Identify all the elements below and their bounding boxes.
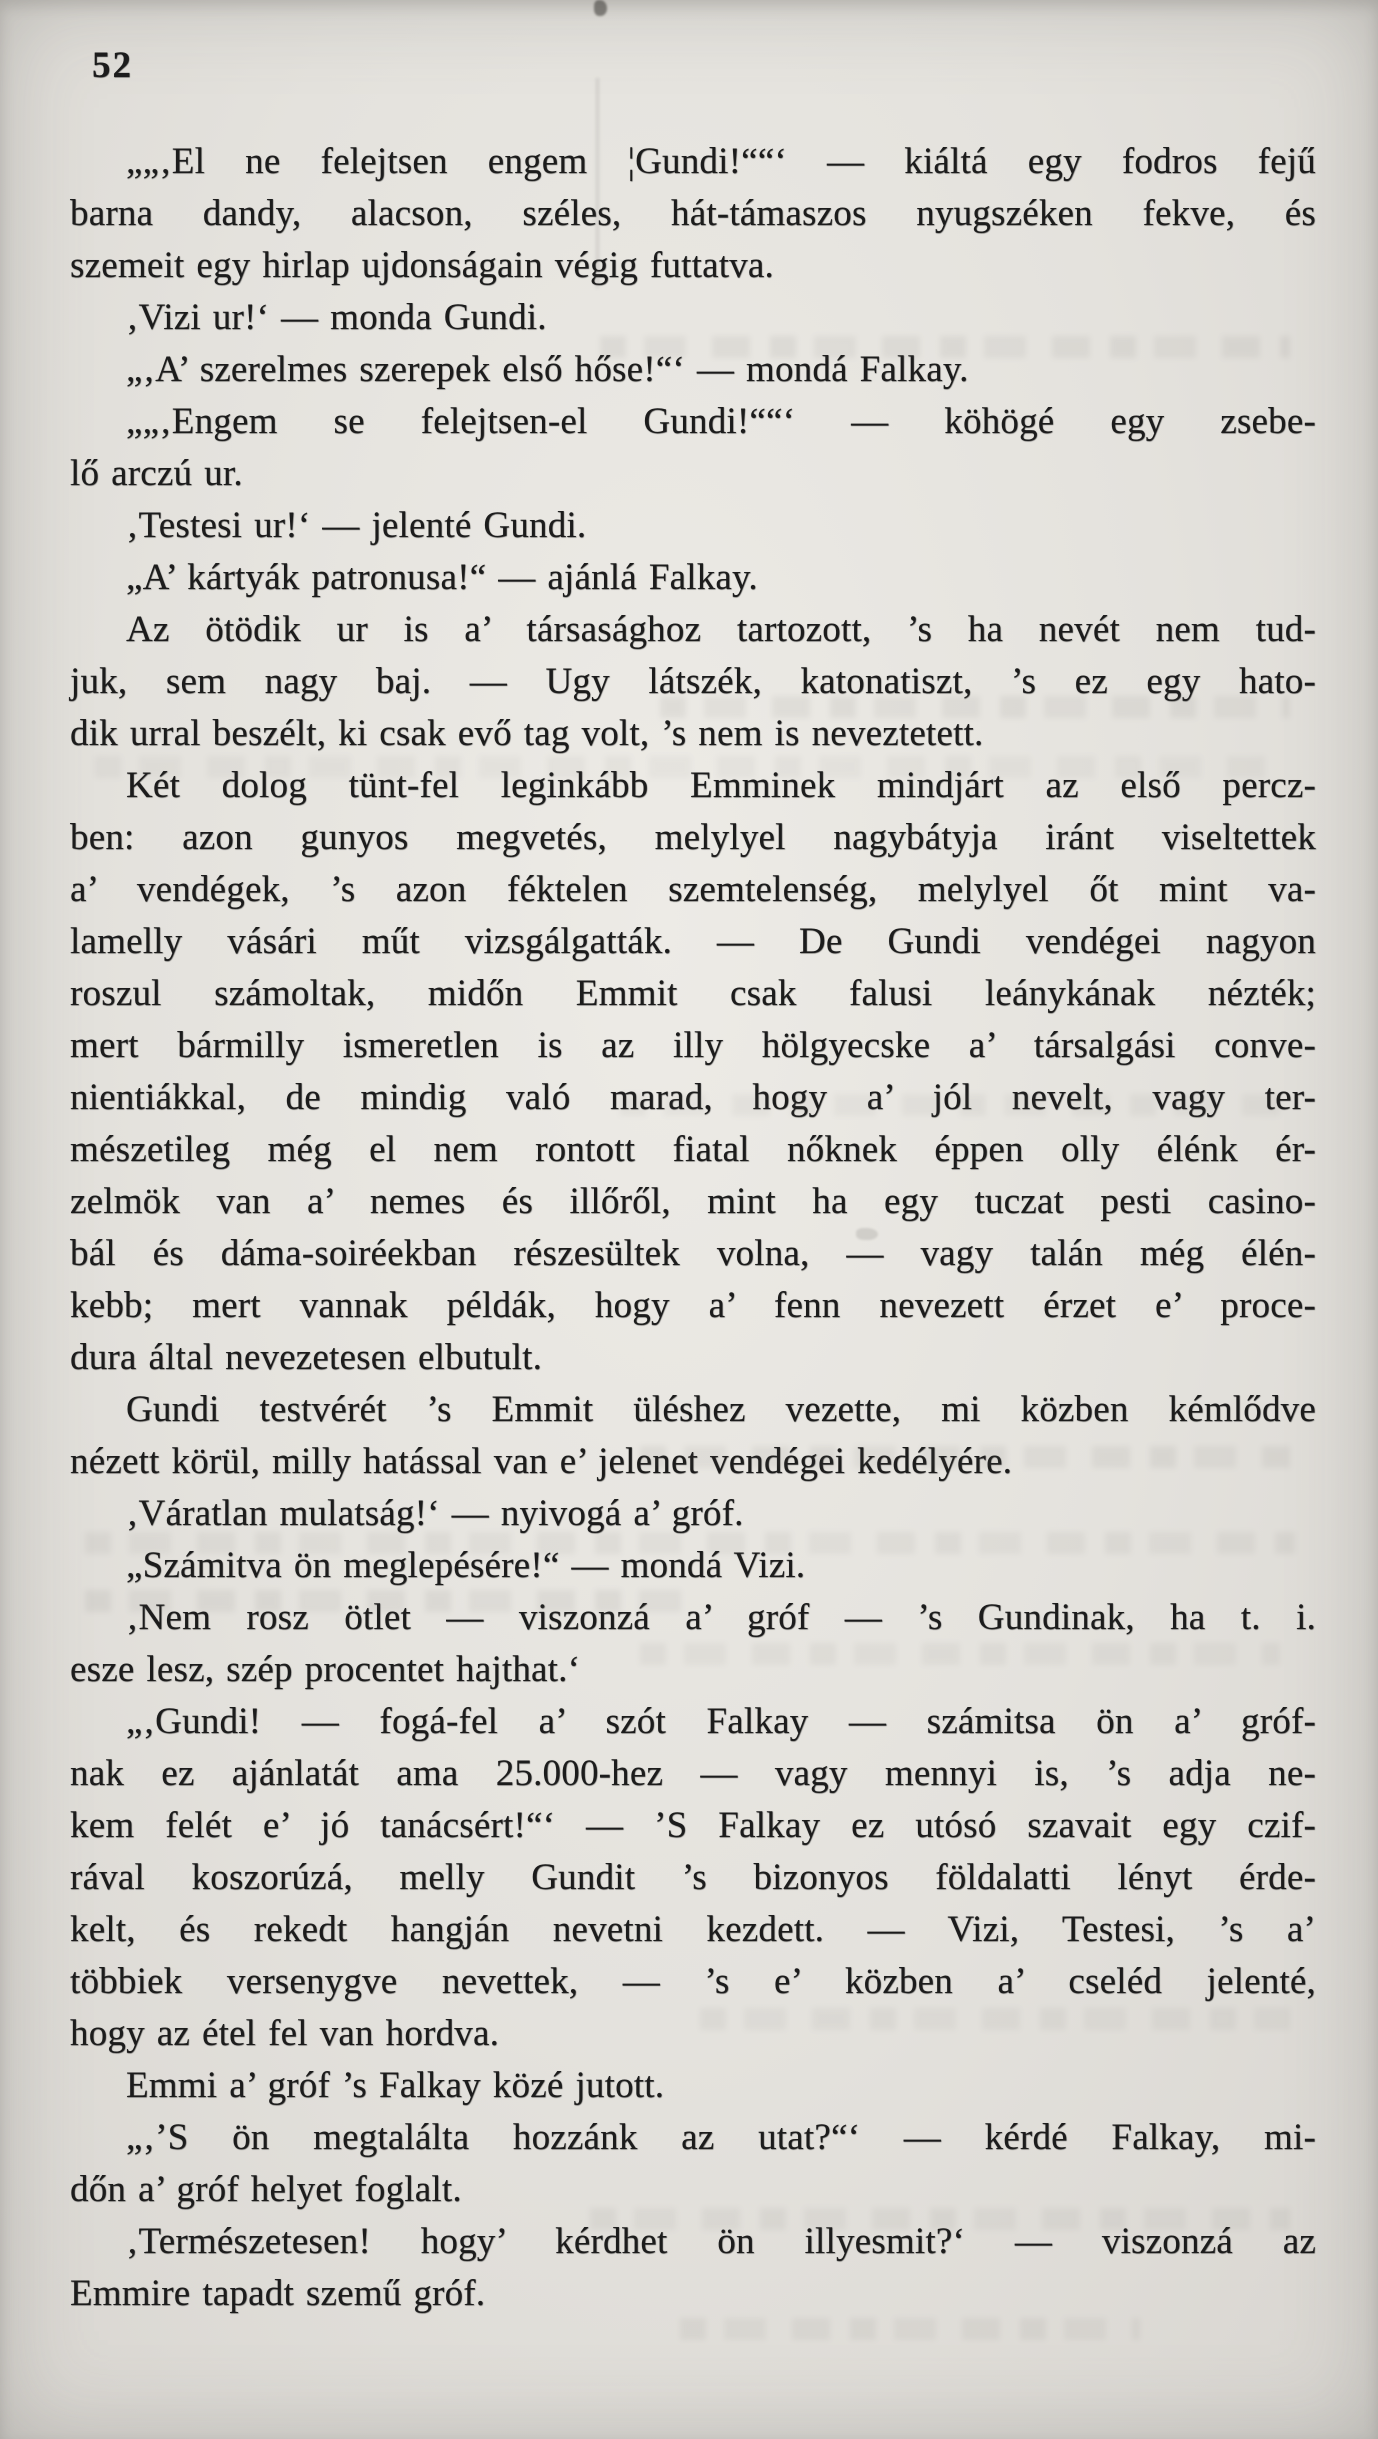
text-line: Két dolog tünt-fel leginkább Emminek mindjárt az első percz- xyxy=(126,765,1316,806)
text-line: Emmire tapadt szemű gróf. xyxy=(70,2273,486,2314)
text-line: bál és dáma-soiréekban részesültek volna, — vagy talán még élén- xyxy=(70,1233,1316,1274)
text-line: Gundi testvérét ’s Emmit üléshez vezette, mi közben kémlődve xyxy=(126,1389,1316,1430)
bleedthrough-smudge xyxy=(95,756,1285,778)
text-line: mészetileg még el nem rontott fiatal nőknek éppen olly élénk ér- xyxy=(70,1129,1316,1170)
text-line: ‚Nem rosz ötlet — viszonzá a’ gróf — ’s Gundinak, ha t. i. xyxy=(126,1597,1316,1638)
text-line: nézett körül, milly hatással van e’ jelenet vendégei kedélyére. xyxy=(70,1441,1013,1482)
text-line: többiek versenygve nevettek, — ’s e’ közben a’ cseléd jelenté, xyxy=(70,1961,1316,2002)
text-line: mert bármilly ismeretlen is az illy hölgyecske a’ társalgási conve- xyxy=(70,1025,1316,1066)
text-line: „‚A’ szerelmes szerepek első hőse!“‘ — mondá Falkay. xyxy=(126,349,969,390)
text-line: nientiákkal, de mindig való marad, hogy a’ jól nevelt, vagy ter- xyxy=(70,1077,1316,1118)
text-line: lő arczú ur. xyxy=(70,453,243,494)
text-line: kelt, és rekedt hangján nevetni kezdett. — Vizi, Testesi, ’s a’ xyxy=(70,1909,1316,1950)
text-line: zelmök van a’ nemes és illőről, mint ha egy tuczat pesti casino- xyxy=(70,1181,1316,1222)
text-line: „„‚El ne felejtsen engem ¦Gundi!““‘ — kiáltá egy fodros fejű xyxy=(126,141,1316,182)
text-line: „„‚Engem se felejtsen-el Gundi!““‘ — köhögé egy zsebe- xyxy=(126,401,1316,442)
text-line: a’ vendégek, ’s azon féktelen szemtelenség, melylyel őt mint va- xyxy=(70,869,1316,910)
text-line: juk, sem nagy baj. — Ugy látszék, katonatiszt, ’s ez egy hato- xyxy=(70,661,1316,702)
text-line: „Számitva ön meglepésére!“ — mondá Vizi. xyxy=(126,1545,806,1586)
bleedthrough-smudge xyxy=(700,2008,1290,2030)
text-line: nak ez ajánlatát ama 25.000-hez — vagy mennyi is, ’s adja ne- xyxy=(70,1753,1316,1794)
bleedthrough-smudge xyxy=(600,336,1290,358)
page-number: 52 xyxy=(92,45,133,86)
text-line: „‚Gundi! — fogá-fel a’ szót Falkay — számitsa ön a’ gróf- xyxy=(126,1701,1316,1742)
text-line: dura által nevezetesen elbutult. xyxy=(70,1337,543,1378)
bleedthrough-smudge xyxy=(640,1643,1280,1665)
text-line: kem felét e’ jó tanácsért!“‘ — ’S Falkay ez utósó szavait egy czif- xyxy=(70,1805,1316,1846)
text-line: Emmi a’ gróf ’s Falkay közé jutott. xyxy=(126,2065,665,2106)
bleedthrough-smudge xyxy=(85,1590,685,1612)
text-line: „A’ kártyák patronusa!“ — ajánlá Falkay. xyxy=(126,557,758,598)
text-line: ‚Vizi ur!‘ — monda Gundi. xyxy=(126,297,547,338)
bleedthrough-smudge xyxy=(620,1094,1280,1116)
bleedthrough-smudge xyxy=(660,696,1290,718)
text-line: rával koszorúzá, melly Gundit ’s bizonyos földalatti lényt érde- xyxy=(70,1857,1316,1898)
bleedthrough-smudge xyxy=(85,1532,1295,1554)
ink-speck xyxy=(594,0,607,16)
text-line: lamelly vásári műt vizsgálgatták. — De Gundi vendégei nagyon xyxy=(70,921,1316,962)
page-crease-mark xyxy=(596,78,599,288)
text-line: roszul számoltak, midőn Emmit csak falusi leánykának nézték; xyxy=(70,973,1316,1014)
text-line: „‚’S ön megtalálta hozzánk az utat?“‘ — kérdé Falkay, mi- xyxy=(126,2117,1316,2158)
text-line: ‚Testesi ur!‘ — jelenté Gundi. xyxy=(126,505,587,546)
text-line: ‚Váratlan mulatság!‘ — nyivogá a’ gróf. xyxy=(126,1493,744,1534)
text-line: barna dandy, alacson, széles, hát-támaszos nyugszéken fekve, és xyxy=(70,193,1316,234)
text-block xyxy=(70,136,1316,2320)
text-line: ben: azon gunyos megvetés, melylyel nagybátyja iránt viseltettek xyxy=(70,817,1316,858)
text-line: hogy az étel fel van hordva. xyxy=(70,2013,500,2054)
text-line: esze lesz, szép procentet hajthat.‘ xyxy=(70,1649,581,1690)
bleedthrough-smudge xyxy=(680,2318,1140,2340)
text-line: dőn a’ gróf helyet foglalt. xyxy=(70,2169,462,2210)
text-line: dik urral beszélt, ki csak evő tag volt, ’s nem is neveztetett. xyxy=(70,713,984,754)
text-line: kebb; mert vannak példák, hogy a’ fenn nevezett érzet e’ proce- xyxy=(70,1285,1316,1326)
text-line: Az ötödik ur is a’ társasághoz tartozott, ’s ha nevét nem tud- xyxy=(126,609,1316,650)
ink-speck xyxy=(856,1228,878,1240)
text-line: ‚Természetesen! hogy’ kérdhet ön illyesmit?‘ — viszonzá az xyxy=(126,2221,1316,2262)
bleedthrough-smudge xyxy=(640,1446,1290,1468)
bleedthrough-smudge xyxy=(590,2208,1290,2230)
text-line: szemeit egy hirlap ujdonságain végig futtatva. xyxy=(70,245,774,286)
